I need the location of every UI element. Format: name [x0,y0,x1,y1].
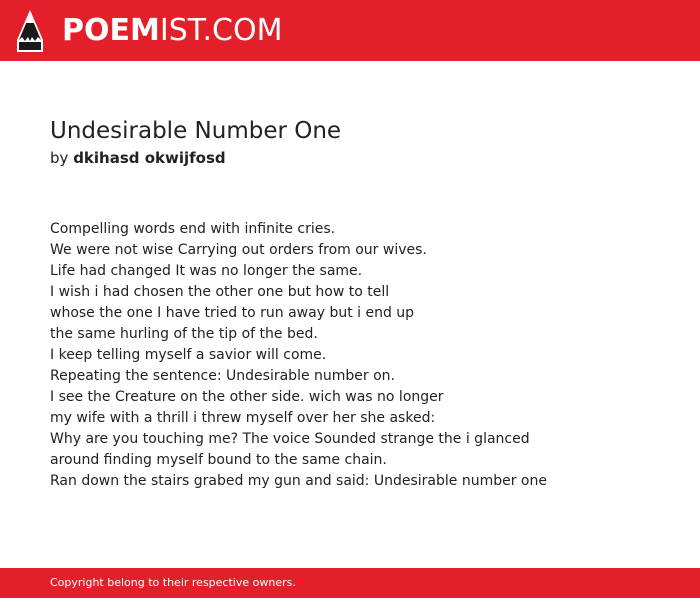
logo-light-text: IST.COM [159,13,283,48]
poem-body [50,219,670,492]
site-footer [0,568,700,598]
logo-bold-text: POEM [62,13,160,48]
poem-line: around finding myself bound to the same chain. [50,452,387,468]
by-label: by [50,149,69,167]
pencil-icon[interactable] [17,10,43,52]
poem-line: whose the one I have tried to run away but i end up [50,305,415,321]
poem-line: Life had changed It was no longer the same. [50,263,363,279]
poem-title: Undesirable Number One [50,118,342,144]
site-logo[interactable] [62,11,282,51]
author-name[interactable]: dkihasd okwijfosd [73,149,226,167]
poem-line: Compelling words end with infinite cries. [50,221,336,237]
poem-line: I wish i had chosen the other one but how to tell [50,284,390,300]
poem-line: I see the Creature on the other side. wich was no longer [50,389,444,405]
poem-line: my wife with a thrill i threw myself over her she asked: [50,410,436,426]
poem-line: Repeating the sentence: Undesirable number on. [50,368,395,384]
site-header [0,0,700,61]
copyright-text: Copyright belong to their respective owners. [50,576,296,589]
poem-line: I keep telling myself a savior will come. [50,347,327,363]
poem-line: the same hurling of the tip of the bed. [50,326,318,342]
poem-header [50,116,650,168]
byline [50,148,650,168]
poem-line: Why are you touching me? The voice Sounded strange the i glanced [50,431,530,447]
poem-line: We were not wise Carrying out orders from our wives. [50,242,427,258]
poem-line: Ran down the stairs grabed my gun and said: Undesirable number one [50,473,547,489]
